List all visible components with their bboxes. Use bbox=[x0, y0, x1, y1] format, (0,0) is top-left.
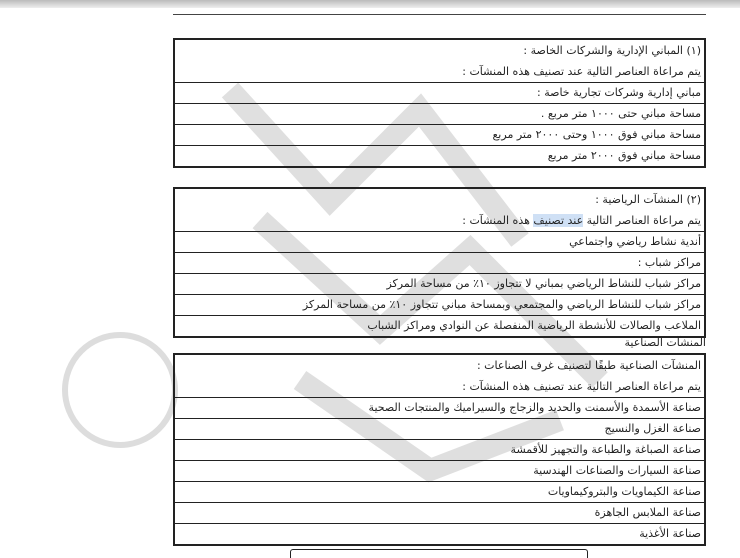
sports-facilities-table bbox=[173, 187, 706, 338]
table-row: أندية نشاط رياضي واجتماعي bbox=[174, 232, 705, 253]
cropped-page-header bbox=[0, 0, 740, 8]
table-row: صناعة الأغذية bbox=[174, 524, 705, 546]
text-selection-highlight: عند تصنيف bbox=[533, 214, 584, 227]
intro-text: يتم مراعاة العناصر التالية bbox=[583, 214, 701, 227]
table-row: صناعة الملابس الجاهزة bbox=[174, 503, 705, 524]
section-intro bbox=[178, 210, 701, 231]
cropped-next-box bbox=[290, 549, 588, 558]
table-row: مباني إدارية وشركات تجارية خاصة : bbox=[174, 83, 705, 104]
table-row: صناعة السيارات والصناعات الهندسية bbox=[174, 461, 705, 482]
table-row: صناعة الأسمدة والأسمنت والحديد والزجاج والسيراميك والمنتجات الصحية bbox=[174, 398, 705, 419]
table-row: مساحة مباني فوق ٢٠٠٠ متر مربع bbox=[174, 146, 705, 168]
section-header bbox=[174, 39, 705, 83]
section-intro: يتم مراعاة العناصر التالية عند تصنيف هذه المنشآت : bbox=[462, 380, 701, 393]
industrial-section-label: المنشآت الصناعية bbox=[624, 336, 706, 349]
section-title: المنشآت الصناعية طبقًا لتصنيف غرف الصناعات : bbox=[476, 359, 701, 372]
admin-buildings-table bbox=[173, 38, 706, 168]
table-row: مراكز شباب للنشاط الرياضي بمباني لا تتجاوز ١٠٪ من مساحة المركز bbox=[174, 274, 705, 295]
table-row: مراكز شباب للنشاط الرياضي والمجتمعي وبمساحة مباني تتجاوز ١٠٪ من مساحة المركز bbox=[174, 295, 705, 316]
section-header bbox=[174, 354, 705, 398]
table-row: مراكز شباب : bbox=[174, 253, 705, 274]
table-row: صناعة الكيماويات والبتروكيماويات bbox=[174, 482, 705, 503]
table-row: مساحة مباني فوق ١٠٠٠ وحتى ٢٠٠٠ متر مربع bbox=[174, 125, 705, 146]
section-title: (٢) المنشآت الرياضية : bbox=[595, 193, 701, 206]
table-row: صناعة الغزل والنسيج bbox=[174, 419, 705, 440]
table-row: الملاعب والصالات للأنشطة الرياضية المنفصلة عن النوادي ومراكز الشباب bbox=[174, 316, 705, 338]
intro-text: هذه المنشآت : bbox=[462, 214, 534, 227]
industrial-facilities-table bbox=[173, 353, 706, 546]
section-header bbox=[174, 188, 705, 232]
header-rule bbox=[173, 14, 706, 15]
table-row: صناعة الصباغة والطباعة والتجهيز للأقمشة bbox=[174, 440, 705, 461]
section-intro: يتم مراعاة العناصر التالية عند تصنيف هذه المنشآت : bbox=[462, 65, 701, 78]
section-title: (١) المباني الإدارية والشركات الخاصة : bbox=[523, 44, 701, 57]
table-row: مساحة مباني حتى ١٠٠٠ متر مربع . bbox=[174, 104, 705, 125]
